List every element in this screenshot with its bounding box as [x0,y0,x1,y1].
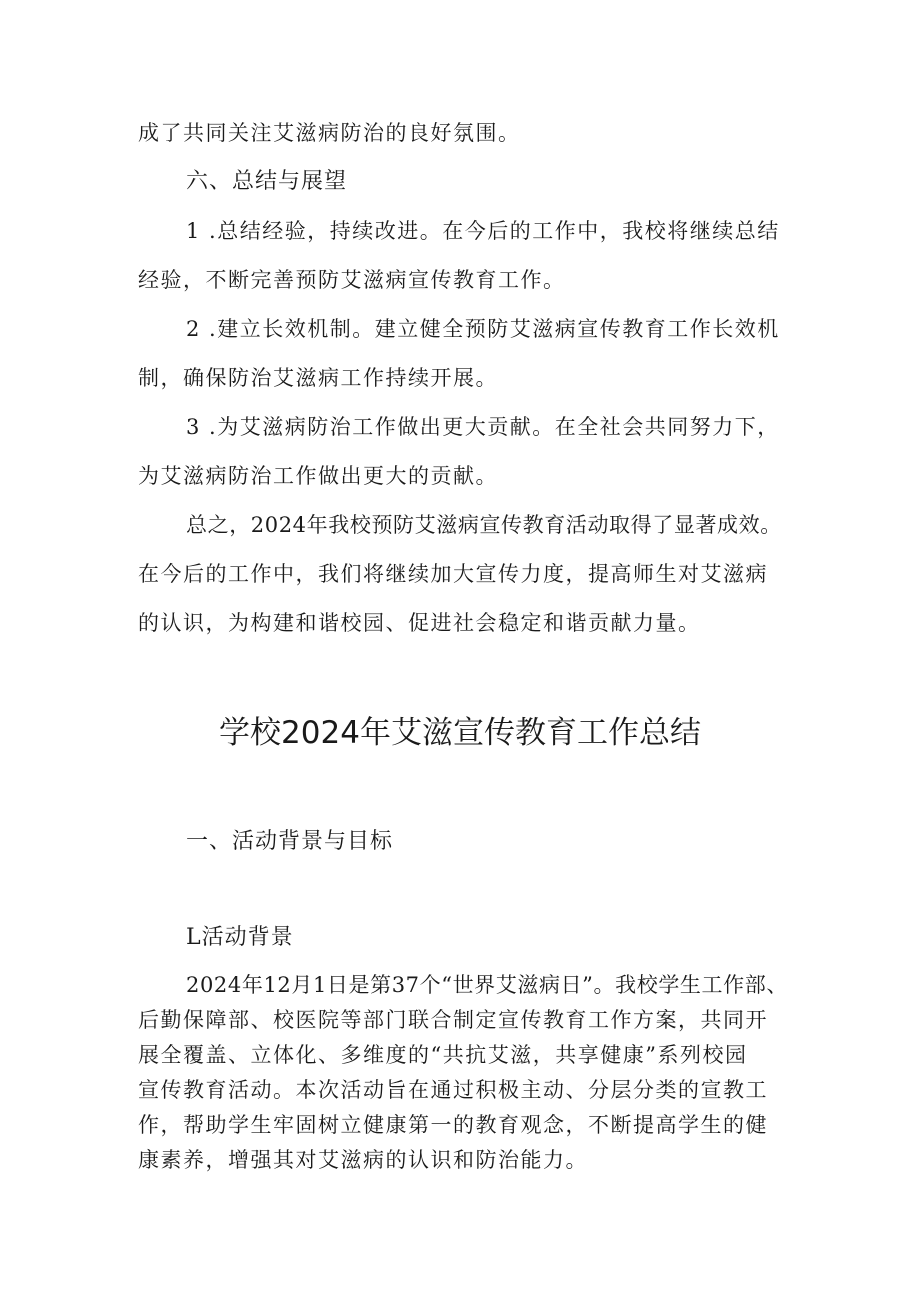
paragraph-line-2: 后勤保障部、校医院等部门联合制定宣传教育工作方案，共同开 [138,1008,768,1032]
section-heading-background: 一、活动背景与目标 [186,829,394,854]
document-title: 学校2024年艾滋宣传教育工作总结 [219,715,701,751]
summary-item-1-line-1: 1 .总结经验，持续改进。在今后的工作中，我校将继续总结 [186,219,780,243]
conclusion-line-3: 的认识，为构建和谐校园、促进社会稳定和谐贡献力量。 [138,611,701,635]
paragraph-line-4: 宣传教育活动。本次活动旨在通过积极主动、分层分类的宣教工 [138,1078,768,1102]
summary-item-3-line-1: 3 .为艾滋病防治工作做出更大贡献。在全社会共同努力下， [186,415,780,439]
summary-item-3-line-2: 为艾滋病防治工作做出更大的贡献。 [138,464,498,488]
paragraph-line-5: 作，帮助学生牢固树立健康第一的教育观念，不断提高学生的健 [138,1113,768,1137]
conclusion-line-1: 总之，2024年我校预防艾滋病宣传教育活动取得了显著成效。 [186,513,782,537]
summary-item-1-line-2: 经验，不断完善预防艾滋病宣传教育工作。 [138,268,566,292]
conclusion-line-2: 在今后的工作中，我们将继续加大宣传力度，提高师生对艾滋病 [138,562,768,586]
summary-item-2-line-1: 2 .建立长效机制。建立健全预防艾滋病宣传教育工作长效机 [186,317,780,341]
continuation-text: 成了共同关注艾滋病防治的良好氛围。 [138,121,521,145]
paragraph-line-1: 2024年12月1日是第37个“世界艾滋病日”。我校学生工作部、 [186,973,788,997]
paragraph-line-3: 展全覆盖、立体化、多维度的“共抗艾滋，共享健康”系列校园 [138,1043,748,1067]
section-heading-summary: 六、总结与展望 [186,169,348,194]
paragraph-line-6: 康素养，增强其对艾滋病的认识和防治能力。 [138,1148,588,1172]
summary-item-2-line-2: 制，确保防治艾滋病工作持续开展。 [138,366,498,390]
subsection-heading-background: L活动背景 [186,925,294,950]
